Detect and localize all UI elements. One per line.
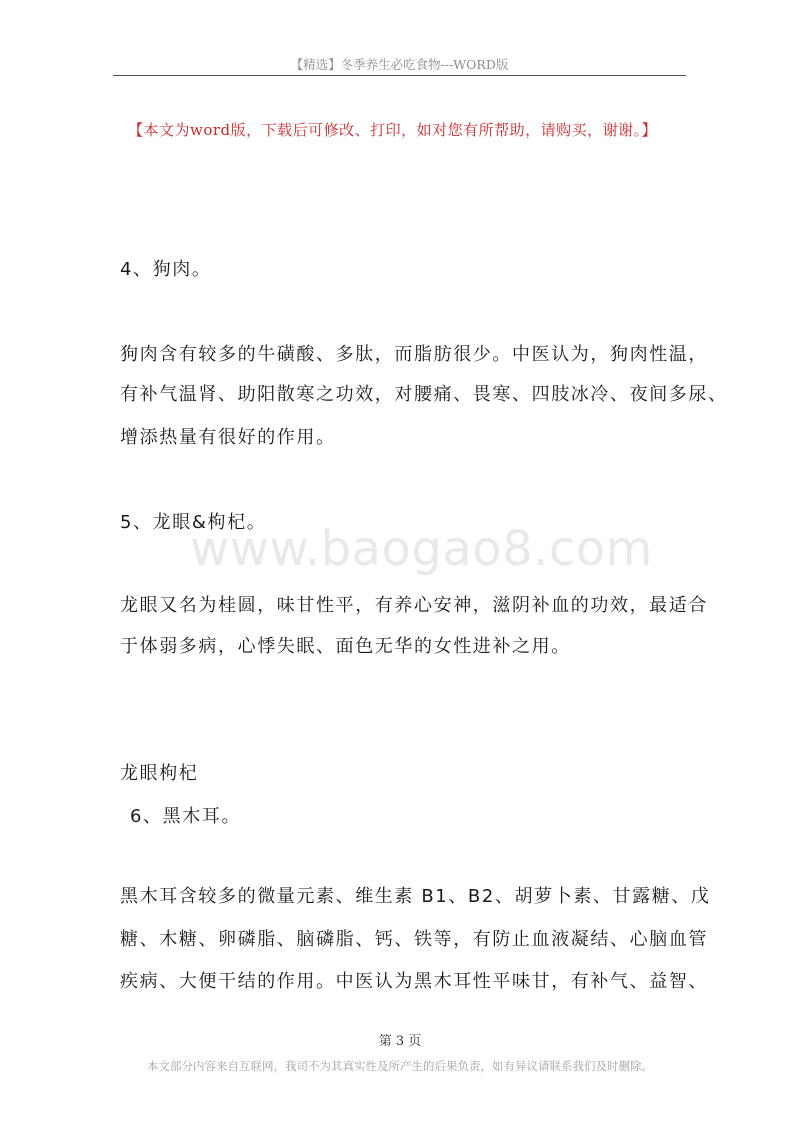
section-6-heading: 6、黑木耳。: [130, 806, 242, 827]
section-5-paragraph-line: 龙眼又名为桂圆，味甘性平，有养心安神，滋阴补血的功效，最适合: [120, 595, 708, 616]
section-4-paragraph-line: 狗肉含有较多的牛磺酸、多肽，而脂肪很少。中医认为，狗肉性温，: [120, 344, 708, 365]
image-caption: 龙眼枸杞: [120, 763, 199, 784]
section-6-paragraph-line: 疾病、大便干结的作用。中医认为黑木耳性平味甘，有补气、益智、: [120, 971, 708, 992]
page-header-title: 【精选】冬季养生必吃食物---WORD版: [290, 57, 509, 72]
section-6-paragraph-line: 糖、木糖、卵磷脂、脑磷脂、钙、铁等，有防止血液凝结、心脑血管: [120, 929, 708, 950]
section-5-heading: 5、龙眼&枸杞。: [120, 512, 267, 533]
section-4-paragraph-line: 有补气温肾、助阳散寒之功效，对腰痛、畏寒、四肢冰冷、夜间多尿、: [120, 384, 728, 405]
purchase-notice: 【本文为word版，下载后可修改、打印，如对您有所帮助，请购买，谢谢。】: [128, 121, 658, 139]
section-4-paragraph-line: 增添热量有很好的作用。: [120, 427, 336, 448]
footer-disclaimer: 本文部分内容来自互联网，我司不为其真实性及所产生的后果负责，如有异议请联系我们及时删除。: [147, 1059, 653, 1073]
section-5-paragraph-line: 于体弱多病，心悸失眠、面色无华的女性进补之用。: [120, 636, 571, 657]
watermark: www.baogao8.com: [190, 521, 653, 577]
section-6-paragraph-line: 黑木耳含较多的微量元素、维生素 B1、B2、胡萝卜素、甘露糖、戊: [120, 886, 711, 907]
header-divider: [113, 75, 686, 76]
section-4-heading: 4、狗肉。: [120, 259, 212, 280]
page-number: 第 3 页: [378, 1034, 422, 1049]
